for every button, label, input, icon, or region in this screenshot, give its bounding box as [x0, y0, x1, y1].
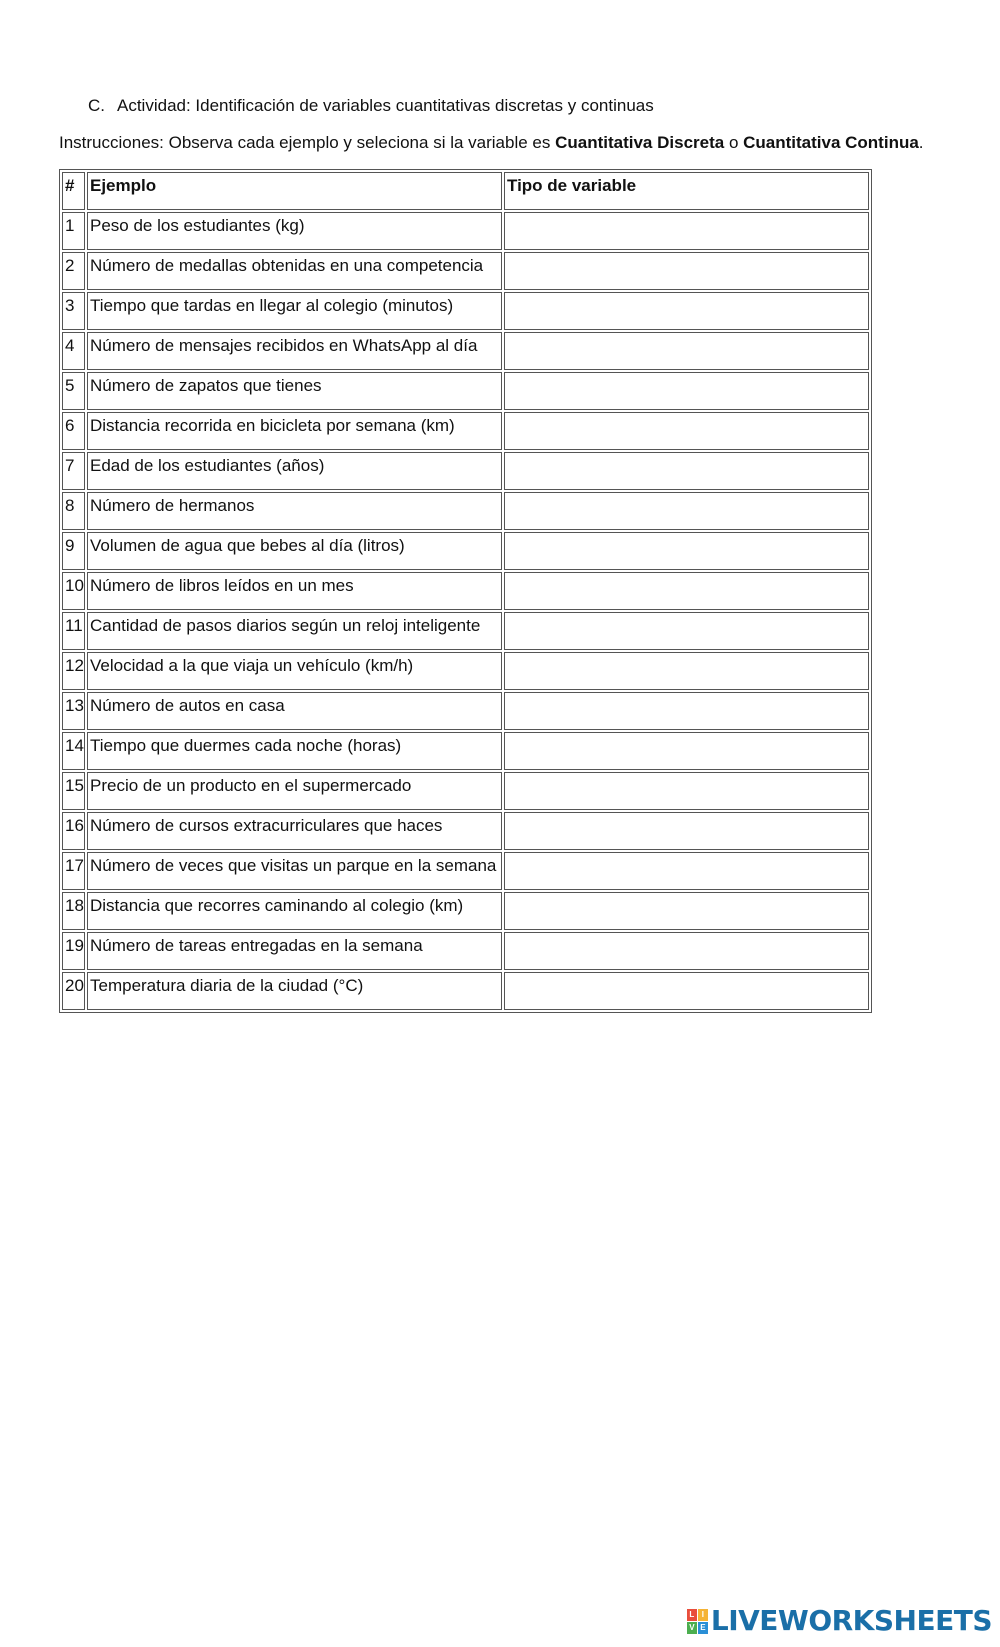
logo-text: LIVEWORKSHEETS [710, 1604, 992, 1637]
header-number: # [62, 172, 85, 210]
row-number: 12 [62, 652, 85, 690]
row-number: 10 [62, 572, 85, 610]
logo-mark-tile: L [687, 1609, 697, 1621]
table-row [62, 292, 869, 330]
row-answer-cell[interactable] [504, 732, 869, 770]
row-example: Temperatura diaria de la ciudad (°C) [87, 972, 502, 1010]
row-answer-cell[interactable] [504, 972, 869, 1010]
row-answer-cell[interactable] [504, 292, 869, 330]
table-row [62, 612, 869, 650]
table-row [62, 732, 869, 770]
row-number: 13 [62, 692, 85, 730]
row-number: 7 [62, 452, 85, 490]
row-answer-cell[interactable] [504, 852, 869, 890]
row-answer-cell[interactable] [504, 372, 869, 410]
table-row [62, 252, 869, 290]
instructions [59, 132, 924, 154]
row-answer-cell[interactable] [504, 492, 869, 530]
table-row [62, 692, 869, 730]
activity-heading [88, 95, 654, 117]
row-answer-cell[interactable] [504, 772, 869, 810]
row-answer-cell[interactable] [504, 692, 869, 730]
row-answer-cell[interactable] [504, 612, 869, 650]
row-example: Precio de un producto en el supermercado [87, 772, 502, 810]
header-type: Tipo de variable [504, 172, 869, 210]
row-number: 16 [62, 812, 85, 850]
header-example: Ejemplo [87, 172, 502, 210]
row-number: 18 [62, 892, 85, 930]
variables-table [59, 169, 872, 1013]
table-row [62, 972, 869, 1010]
table-row [62, 452, 869, 490]
heading-text: Actividad: Identificación de variables cuantitativas discretas y continuas [117, 96, 654, 115]
row-number: 5 [62, 372, 85, 410]
row-number: 8 [62, 492, 85, 530]
row-example: Número de hermanos [87, 492, 502, 530]
row-number: 11 [62, 612, 85, 650]
row-number: 19 [62, 932, 85, 970]
row-example: Cantidad de pasos diarios según un reloj inteligente [87, 612, 502, 650]
row-example: Número de veces que visitas un parque en la semana [87, 852, 502, 890]
row-number: 6 [62, 412, 85, 450]
row-example: Volumen de agua que bebes al día (litros) [87, 532, 502, 570]
row-number: 4 [62, 332, 85, 370]
table-row [62, 932, 869, 970]
table-row [62, 572, 869, 610]
row-answer-cell[interactable] [504, 332, 869, 370]
row-example: Tiempo que tardas en llegar al colegio (minutos) [87, 292, 502, 330]
row-answer-cell[interactable] [504, 572, 869, 610]
table-row [62, 652, 869, 690]
row-answer-cell[interactable] [504, 452, 869, 490]
row-example: Distancia recorrida en bicicleta por semana (km) [87, 412, 502, 450]
row-answer-cell[interactable] [504, 252, 869, 290]
row-answer-cell[interactable] [504, 412, 869, 450]
logo-mark-icon [687, 1609, 708, 1634]
row-example: Edad de los estudiantes (años) [87, 452, 502, 490]
row-example: Velocidad a la que viaja un vehículo (km/h) [87, 652, 502, 690]
row-number: 2 [62, 252, 85, 290]
table-row [62, 812, 869, 850]
row-example: Número de zapatos que tienes [87, 372, 502, 410]
row-number: 15 [62, 772, 85, 810]
row-number: 14 [62, 732, 85, 770]
table-row [62, 772, 869, 810]
table-row [62, 892, 869, 930]
row-example: Número de autos en casa [87, 692, 502, 730]
logo-mark-tile: I [698, 1609, 708, 1621]
logo-mark-tile: E [698, 1622, 708, 1634]
instructions-joiner: o [724, 133, 744, 152]
option-continua: Cuantitativa Continua [743, 133, 919, 152]
logo-mark-tile: V [687, 1622, 697, 1634]
row-example: Distancia que recorres caminando al colegio (km) [87, 892, 502, 930]
row-answer-cell[interactable] [504, 812, 869, 850]
row-answer-cell[interactable] [504, 892, 869, 930]
row-example: Tiempo que duermes cada noche (horas) [87, 732, 502, 770]
table-header-row [62, 172, 869, 210]
liveworksheets-logo [687, 1604, 992, 1637]
table-row [62, 372, 869, 410]
row-number: 9 [62, 532, 85, 570]
heading-marker: C. [88, 96, 105, 115]
row-answer-cell[interactable] [504, 212, 869, 250]
table-row [62, 332, 869, 370]
instructions-prefix: Instrucciones: Observa cada ejemplo y seleciona si la variable es [59, 133, 556, 152]
row-number: 3 [62, 292, 85, 330]
row-answer-cell[interactable] [504, 932, 869, 970]
row-example: Peso de los estudiantes (kg) [87, 212, 502, 250]
instructions-suffix: . [918, 133, 924, 152]
row-example: Número de tareas entregadas en la semana [87, 932, 502, 970]
table-row [62, 412, 869, 450]
row-example: Número de libros leídos en un mes [87, 572, 502, 610]
row-number: 1 [62, 212, 85, 250]
row-example: Número de mensajes recibidos en WhatsApp al día [87, 332, 502, 370]
table-row [62, 852, 869, 890]
option-discreta: Cuantitativa Discreta [555, 133, 725, 152]
row-answer-cell[interactable] [504, 532, 869, 570]
row-answer-cell[interactable] [504, 652, 869, 690]
row-number: 20 [62, 972, 85, 1010]
table-row [62, 212, 869, 250]
row-number: 17 [62, 852, 85, 890]
table-row [62, 532, 869, 570]
row-example: Número de medallas obtenidas en una competencia [87, 252, 502, 290]
row-example: Número de cursos extracurriculares que haces [87, 812, 502, 850]
table-row [62, 492, 869, 530]
